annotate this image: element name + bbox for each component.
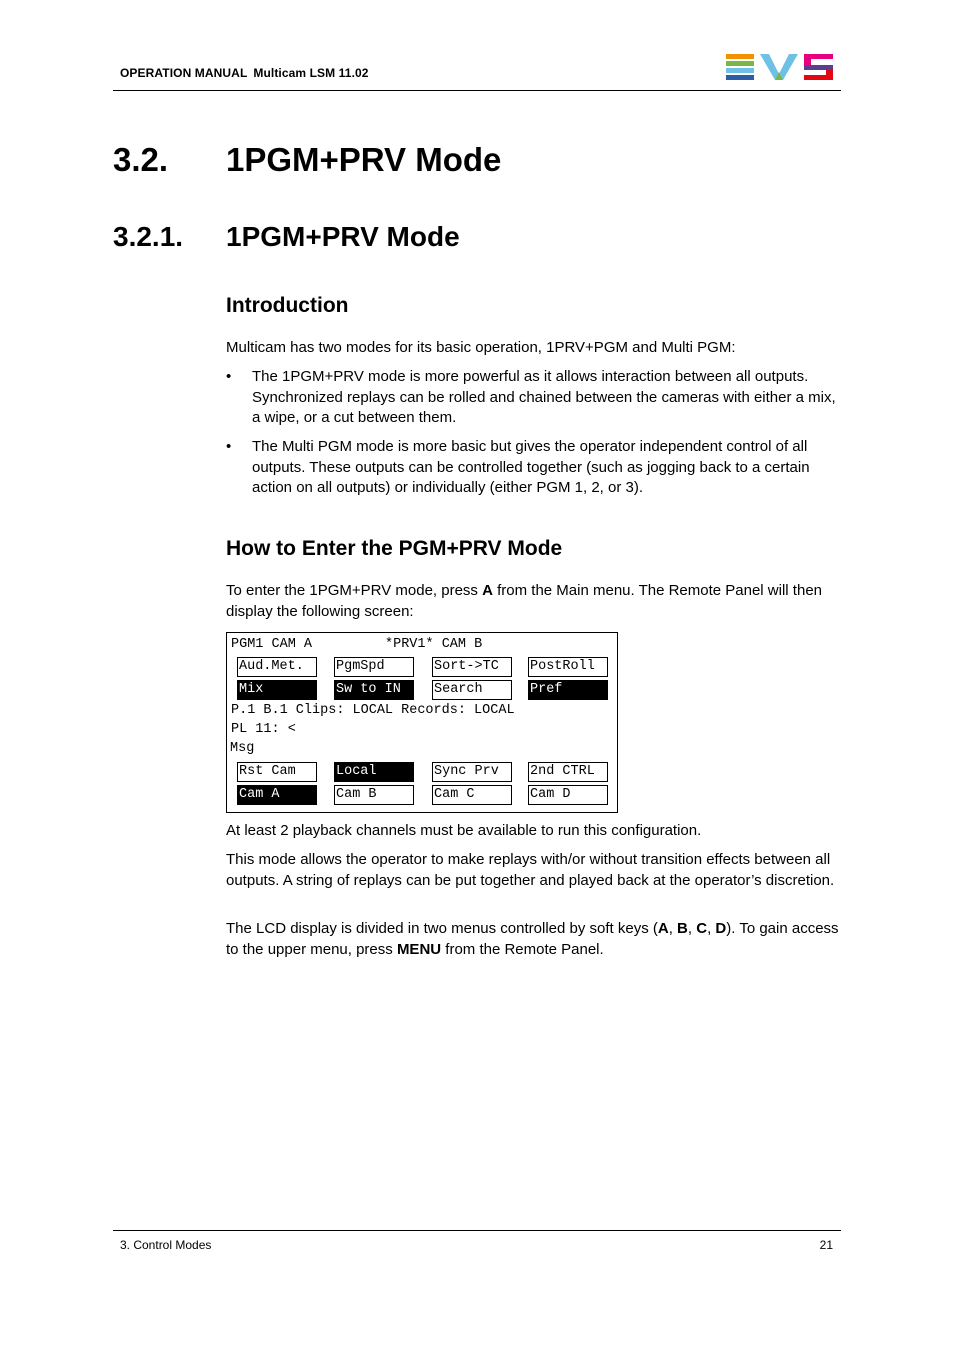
lcd-status-line: P.1 B.1 Clips: LOCAL Records: LOCAL [231, 703, 515, 718]
lcd-key-2nd-ctrl: 2nd CTRL [528, 762, 608, 782]
soft-key-d: D [715, 920, 727, 937]
section-title: 1PGM+PRV Mode [226, 141, 502, 178]
introduction-heading: Introduction [226, 294, 349, 317]
lcd-key-aud-met: Aud.Met. [237, 657, 317, 677]
section-number: 3.2. [113, 141, 169, 178]
playback-channels-paragraph: At least 2 playback channels must be available to run this configuration. [226, 822, 702, 839]
bullet-list-item-1 [226, 367, 846, 429]
soft-key-b: B [677, 920, 688, 937]
lcd-msg-line: Msg [230, 741, 255, 756]
subsection-heading [113, 220, 460, 254]
section-heading [113, 140, 501, 180]
bullet-text: The Multi PGM mode is more basic but gives the operator independent control of all outputs. These outputs can be controlled together (such as jogging back to a certain action on all outputs) or individually (either PGM 1, 2, or 3). [252, 438, 810, 497]
product-label: Multicam LSM 11.02 [253, 66, 369, 80]
bullet-text: The 1PGM+PRV mode is more powerful as it allows interaction between all outputs. Synchronized replays can be rolled and chained between the cameras with either a mix, a wipe, or a cut between them. [252, 368, 836, 427]
bullet-list-item-2 [226, 437, 846, 499]
running-header [120, 66, 369, 80]
lcd-key-local: Local [334, 762, 414, 782]
footer-divider [113, 1230, 841, 1231]
manual-label: OPERATION MANUAL [120, 66, 248, 80]
lcd-key-cam-d: Cam D [528, 785, 608, 805]
lcd-key-pgmspd: PgmSpd [334, 657, 414, 677]
soft-key-a: A [657, 920, 669, 937]
lcd-menus-paragraph: The LCD display is divided in two menus controlled by soft keys (A, B, C, D). To gain access to the upper menu, press MENU from the Remote Panel. [226, 920, 839, 958]
bullet-marker: • [226, 438, 232, 455]
lcd-key-sort-tc: Sort->TC [432, 657, 512, 677]
subsection-title: 1PGM+PRV Mode [226, 221, 460, 252]
page-number: 21 [819, 1238, 833, 1252]
lcd-key-cam-c: Cam C [432, 785, 512, 805]
menu-key: MENU [396, 940, 442, 958]
transition-effects-paragraph: This mode allows the operator to make replays with/or without transition effects between all outputs. A string of replays can be put together and played back at the operator’s discretion. [226, 851, 835, 889]
lcd-key-postroll: PostRoll [528, 657, 608, 677]
lcd-key-pref: Pref [528, 680, 608, 700]
lcd-key-mix: Mix [237, 680, 317, 700]
lcd-key-sync-prv: Sync Prv [432, 762, 512, 782]
evs-logo [724, 52, 836, 82]
key-a: A [482, 582, 493, 599]
bullet-marker: • [226, 368, 232, 385]
header-divider [113, 90, 841, 91]
lcd-key-rst-cam: Rst Cam [237, 762, 317, 782]
lcd-key-sw-to-in: Sw to IN [334, 680, 414, 700]
subsection-number: 3.2.1. [113, 221, 184, 252]
how-to-enter-heading: How to Enter the PGM+PRV Mode [226, 537, 563, 560]
lcd-key-cam-a: Cam A [237, 785, 317, 805]
lcd-playlist-line: PL 11: < [231, 722, 296, 737]
lcd-prv-label: *PRV1* CAM B [385, 637, 483, 652]
lcd-pgm-label: PGM1 CAM A [231, 637, 313, 652]
intro-paragraph: Multicam has two modes for its basic operation, 1PRV+PGM and Multi PGM: [226, 339, 736, 356]
lcd-screen [226, 632, 618, 813]
enter-mode-paragraph: To enter the 1PGM+PRV mode, press A from the Main menu. The Remote Panel will then display the following screen: [226, 582, 823, 620]
lcd-key-search: Search [432, 680, 512, 700]
soft-key-c: C [696, 920, 708, 937]
lcd-key-cam-b: Cam B [334, 785, 414, 805]
footer-chapter: 3. Control Modes [120, 1238, 212, 1252]
